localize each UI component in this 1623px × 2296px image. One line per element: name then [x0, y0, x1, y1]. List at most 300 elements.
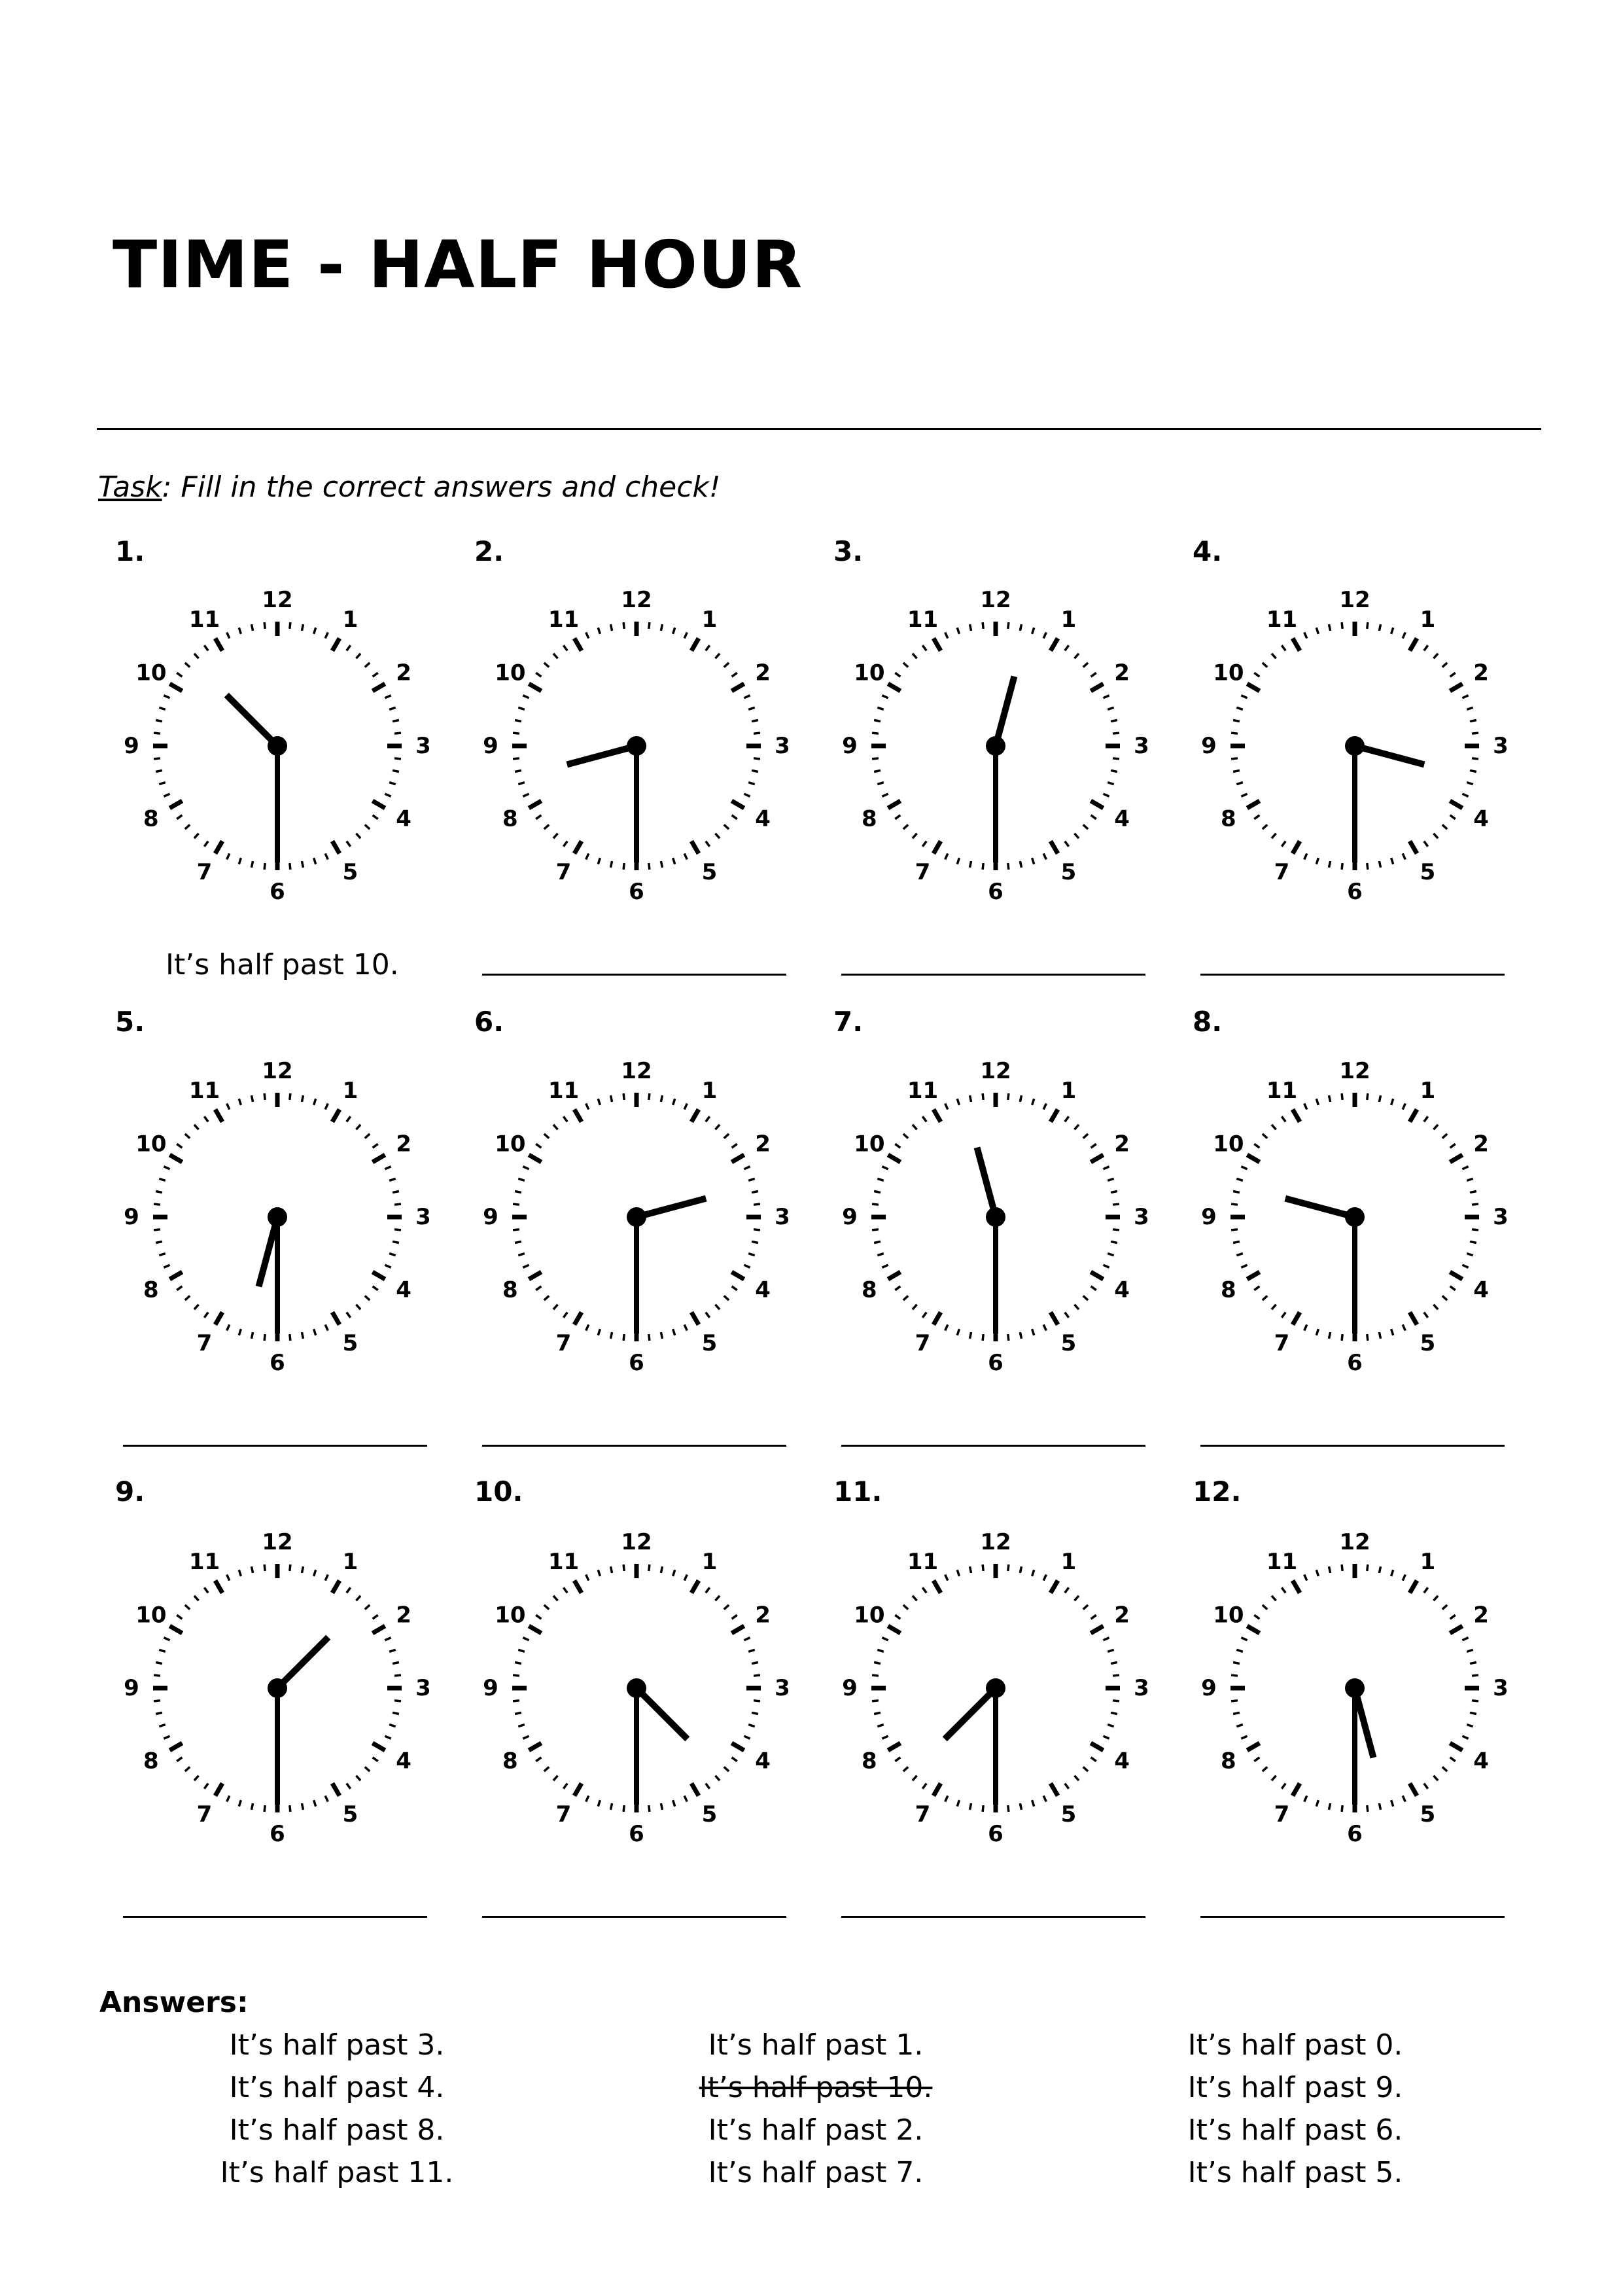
- answer-line[interactable]: [841, 1445, 1145, 1447]
- task-label: Task: [98, 470, 162, 504]
- minute-tick: [1462, 696, 1468, 698]
- hour-tick: [1091, 1743, 1103, 1750]
- minute-tick: [1254, 1757, 1259, 1761]
- minute-tick: [1391, 1329, 1393, 1335]
- minute-tick: [1282, 1587, 1285, 1593]
- minute-tick: [1442, 1767, 1447, 1771]
- minute-tick: [544, 1605, 549, 1610]
- minute-tick: [1233, 1241, 1240, 1243]
- minute-tick: [1467, 1254, 1473, 1256]
- clock-numeral: 8: [1221, 805, 1236, 832]
- clock-numeral: 6: [270, 1350, 285, 1376]
- clock-numeral: 2: [396, 1602, 411, 1629]
- minute-tick: [385, 1167, 391, 1169]
- minute-tick: [302, 1566, 303, 1573]
- minute-tick: [394, 758, 401, 759]
- hour-hand: [1285, 1199, 1355, 1217]
- minute-tick: [1065, 1116, 1069, 1122]
- minute-tick: [586, 1795, 589, 1801]
- hour-tick: [1293, 638, 1300, 650]
- minute-tick: [752, 770, 758, 771]
- minute-tick: [1433, 654, 1438, 658]
- minute-tick: [553, 1596, 558, 1600]
- clock-number-label: 9.: [115, 1475, 145, 1508]
- answers-heading: Answers:: [99, 1986, 249, 2019]
- clock-numeral: 6: [629, 1350, 644, 1376]
- minute-tick: [1008, 1093, 1009, 1100]
- clock-numeral: 2: [1473, 1602, 1489, 1629]
- clock-numeral: 4: [396, 805, 411, 832]
- minute-tick: [159, 1178, 166, 1180]
- clock-numeral: 3: [775, 733, 790, 759]
- hour-tick: [691, 841, 699, 853]
- minute-tick: [649, 863, 650, 870]
- minute-tick: [610, 1095, 612, 1102]
- answer-item: It’s half past 8.: [229, 2113, 445, 2147]
- clock-numeral: 8: [143, 805, 159, 832]
- minute-tick: [877, 707, 884, 709]
- minute-tick: [1254, 815, 1259, 819]
- clock-numeral: 2: [396, 660, 411, 686]
- minute-tick: [1329, 624, 1330, 631]
- hour-tick: [1410, 1312, 1417, 1324]
- minute-tick: [544, 663, 549, 667]
- minute-tick: [1263, 1767, 1267, 1771]
- minute-tick: [264, 1564, 265, 1571]
- minute-tick: [1367, 1805, 1368, 1812]
- minute-tick: [1391, 627, 1393, 634]
- answer-item: It’s half past 5.: [1187, 2156, 1403, 2189]
- minute-tick: [903, 824, 908, 829]
- minute-tick: [1103, 1167, 1109, 1169]
- minute-tick: [877, 783, 884, 785]
- answer-line[interactable]: [1200, 974, 1505, 976]
- minute-tick: [649, 1093, 650, 1100]
- hour-tick: [731, 801, 744, 808]
- minute-tick: [185, 663, 190, 667]
- minute-tick: [1108, 783, 1114, 785]
- minute-tick: [553, 834, 558, 838]
- minute-tick: [204, 1587, 208, 1593]
- clock-numeral: 12: [980, 587, 1011, 613]
- minute-tick: [239, 1800, 241, 1807]
- minute-tick: [159, 1650, 166, 1651]
- minute-tick: [513, 1204, 519, 1205]
- minute-tick: [882, 1638, 888, 1640]
- minute-tick: [744, 1638, 750, 1640]
- hour-tick: [934, 1109, 941, 1122]
- minute-tick: [156, 1191, 162, 1192]
- minute-tick: [882, 1265, 888, 1267]
- minute-tick: [877, 1725, 884, 1727]
- minute-tick: [251, 1095, 253, 1102]
- minute-tick: [389, 1650, 396, 1651]
- hour-tick: [1091, 801, 1103, 808]
- clock-numeral: 1: [1420, 1077, 1436, 1104]
- minute-tick: [1272, 1776, 1276, 1780]
- minute-tick: [356, 834, 360, 838]
- minute-tick: [515, 1191, 521, 1192]
- minute-tick: [1083, 663, 1088, 667]
- minute-tick: [325, 1795, 328, 1801]
- clock-numeral: 12: [1339, 1058, 1370, 1084]
- minute-tick: [715, 1125, 720, 1129]
- minute-tick: [877, 1650, 884, 1651]
- answer-column-1: [200, 2024, 474, 2194]
- clock-numeral: 5: [701, 1801, 718, 1828]
- minute-tick: [874, 770, 881, 771]
- clock-numeral: 1: [342, 1548, 358, 1575]
- minute-tick: [969, 1803, 971, 1810]
- clock-center-pin: [1345, 736, 1365, 756]
- minute-tick: [302, 624, 303, 631]
- minute-tick: [1008, 1805, 1009, 1812]
- minute-tick: [1316, 858, 1318, 864]
- minute-tick: [194, 654, 199, 658]
- minute-tick: [347, 1313, 351, 1318]
- clock-center-pin: [268, 736, 287, 756]
- clock-numeral: 3: [415, 733, 431, 759]
- minute-tick: [523, 1167, 529, 1169]
- minute-tick: [1074, 1305, 1079, 1309]
- clock-numeral: 4: [1473, 805, 1489, 832]
- minute-tick: [748, 1178, 755, 1180]
- minute-tick: [1433, 834, 1438, 838]
- minute-tick: [903, 1605, 908, 1610]
- clock-number-label: 4.: [1193, 535, 1223, 567]
- minute-tick: [706, 1587, 710, 1593]
- minute-tick: [1083, 1134, 1088, 1139]
- minute-tick: [1424, 1784, 1428, 1789]
- minute-tick: [877, 1178, 884, 1180]
- minute-tick: [922, 1116, 926, 1122]
- minute-tick: [518, 1254, 525, 1256]
- answer-item: It’s half past 6.: [1187, 2113, 1403, 2147]
- answer-line[interactable]: [123, 1916, 427, 1918]
- analog-clock: [483, 1505, 790, 1871]
- clock-numeral: 12: [621, 587, 652, 613]
- minute-tick: [1233, 1662, 1240, 1663]
- minute-tick: [177, 1286, 182, 1290]
- minute-tick: [1113, 1675, 1119, 1676]
- minute-tick: [715, 654, 720, 658]
- clock-numeral: 11: [548, 1077, 580, 1104]
- clock-numeral: 6: [270, 1821, 285, 1847]
- answer-item: It’s half past 9.: [1187, 2071, 1403, 2104]
- clock-numeral: 2: [755, 660, 771, 686]
- answer-line[interactable]: [123, 1445, 427, 1447]
- clock-numeral: 11: [188, 1077, 220, 1104]
- minute-tick: [1316, 1570, 1318, 1576]
- minute-tick: [177, 1615, 182, 1619]
- clock-numeral: 6: [1347, 879, 1363, 905]
- hour-tick: [934, 1312, 941, 1324]
- answer-line[interactable]: [482, 974, 786, 976]
- minute-tick: [872, 758, 879, 759]
- minute-tick: [515, 1712, 521, 1714]
- minute-tick: [553, 1776, 558, 1780]
- minute-tick: [563, 1587, 567, 1593]
- minute-tick: [365, 1767, 370, 1771]
- hour-tick: [1247, 1272, 1259, 1279]
- answer-item: It’s half past 0.: [1187, 2028, 1403, 2062]
- minute-tick: [314, 627, 316, 634]
- answer-line[interactable]: [841, 1916, 1145, 1918]
- analog-clock: [842, 1034, 1149, 1400]
- minute-tick: [347, 1784, 351, 1789]
- minute-tick: [347, 645, 351, 650]
- answer-line[interactable]: [482, 1445, 786, 1447]
- hour-tick: [691, 638, 699, 650]
- analog-clock: [483, 563, 790, 929]
- minute-tick: [515, 1241, 521, 1243]
- minute-tick: [1379, 624, 1380, 631]
- minute-tick: [373, 1757, 378, 1761]
- hour-hand: [637, 1688, 688, 1739]
- minute-tick: [523, 1638, 529, 1640]
- hour-hand: [1355, 746, 1424, 764]
- minute-tick: [724, 1134, 729, 1139]
- minute-tick: [1103, 1265, 1109, 1267]
- minute-tick: [1108, 707, 1114, 709]
- minute-tick: [1043, 632, 1046, 638]
- answer-line[interactable]: [841, 974, 1145, 976]
- minute-tick: [239, 858, 241, 864]
- hour-hand: [1355, 1688, 1373, 1757]
- minute-tick: [553, 1125, 558, 1129]
- minute-tick: [1108, 1650, 1114, 1651]
- hour-tick: [1293, 1580, 1300, 1593]
- hour-tick: [731, 1155, 744, 1162]
- hour-tick: [574, 1580, 582, 1593]
- minute-tick: [598, 1570, 600, 1576]
- minute-tick: [1442, 824, 1447, 829]
- clock-numeral: 7: [915, 1330, 931, 1357]
- answer-item: It’s half past 2.: [708, 2113, 924, 2147]
- task-text: : Fill in the correct answers and check!: [162, 470, 721, 504]
- minute-tick: [673, 858, 675, 864]
- minute-tick: [389, 783, 396, 785]
- minute-tick: [1282, 1116, 1285, 1122]
- answer-item: It’s half past 3.: [229, 2028, 445, 2062]
- hour-tick: [215, 1109, 222, 1122]
- minute-tick: [1108, 1725, 1114, 1727]
- minute-tick: [156, 1241, 162, 1243]
- hour-tick: [574, 1783, 582, 1795]
- clock-number-label: 10.: [474, 1475, 523, 1508]
- minute-tick: [536, 1286, 541, 1290]
- clock-center-pin: [986, 736, 1005, 756]
- minute-tick: [302, 1332, 303, 1339]
- minute-tick: [156, 720, 162, 721]
- minute-tick: [523, 1265, 529, 1267]
- minute-tick: [1091, 1757, 1096, 1761]
- minute-tick: [1008, 1334, 1009, 1341]
- hour-tick: [888, 1155, 900, 1162]
- minute-tick: [536, 1615, 541, 1619]
- minute-tick: [969, 1332, 971, 1339]
- minute-tick: [204, 841, 208, 847]
- analog-clock: [1201, 1505, 1509, 1871]
- answer-item: It’s half past 1.: [708, 2028, 924, 2062]
- minute-tick: [1470, 1241, 1476, 1243]
- minute-tick: [185, 1296, 190, 1300]
- clock-numeral: 6: [988, 1821, 1003, 1847]
- hour-tick: [372, 1272, 385, 1279]
- minute-tick: [1424, 1313, 1428, 1318]
- clock-numeral: 9: [124, 1675, 139, 1701]
- minute-tick: [1233, 1712, 1240, 1714]
- clock-numeral: 6: [988, 1350, 1003, 1376]
- clock-center-pin: [986, 1678, 1005, 1698]
- hour-tick: [691, 1783, 699, 1795]
- clock-numeral: 9: [124, 733, 139, 759]
- minute-tick: [610, 1332, 612, 1339]
- clock-numeral: 6: [988, 879, 1003, 905]
- minute-tick: [754, 1204, 760, 1205]
- minute-tick: [706, 1313, 710, 1318]
- minute-tick: [969, 861, 971, 868]
- minute-tick: [913, 1776, 917, 1780]
- minute-tick: [385, 696, 391, 698]
- hour-tick: [1051, 1109, 1058, 1122]
- minute-tick: [957, 1570, 959, 1576]
- minute-tick: [553, 654, 558, 658]
- minute-tick: [748, 1725, 755, 1727]
- clock-numeral: 2: [1114, 660, 1130, 686]
- minute-tick: [748, 1650, 755, 1651]
- minute-tick: [895, 673, 900, 677]
- hour-tick: [1051, 638, 1058, 650]
- hour-tick: [731, 1626, 744, 1633]
- minute-tick: [385, 1265, 391, 1267]
- minute-tick: [874, 1712, 881, 1714]
- minute-tick: [251, 1566, 253, 1573]
- minute-tick: [598, 1329, 600, 1335]
- clock-number-label: 1.: [115, 535, 145, 567]
- clock-numeral: 1: [1420, 606, 1436, 633]
- hour-tick: [215, 1580, 222, 1593]
- minute-tick: [752, 1662, 758, 1663]
- clock-number-label: 5.: [115, 1006, 145, 1038]
- minute-tick: [1442, 1296, 1447, 1300]
- minute-tick: [1470, 1712, 1476, 1714]
- minute-tick: [1074, 654, 1079, 658]
- clock-center-pin: [627, 1678, 646, 1698]
- minute-tick: [598, 1800, 600, 1807]
- clock-numeral: 7: [1274, 1330, 1290, 1357]
- hour-tick: [934, 841, 941, 853]
- hour-tick: [372, 1155, 385, 1162]
- minute-tick: [1083, 1605, 1088, 1610]
- minute-tick: [1272, 1125, 1276, 1129]
- clock-numeral: 9: [483, 1204, 498, 1230]
- minute-tick: [204, 1116, 208, 1122]
- clock-numeral: 9: [842, 1204, 858, 1230]
- clock-numeral: 9: [1201, 733, 1217, 759]
- clock-numeral: 4: [1473, 1748, 1489, 1775]
- minute-tick: [314, 858, 316, 864]
- minute-tick: [649, 1564, 650, 1571]
- minute-tick: [1091, 815, 1096, 819]
- title-divider: [97, 428, 1541, 430]
- minute-tick: [393, 1662, 399, 1663]
- clock-numeral: 10: [135, 660, 167, 686]
- hour-tick: [215, 841, 222, 853]
- minute-tick: [373, 1144, 378, 1148]
- hour-hand: [277, 1637, 328, 1688]
- answer-line[interactable]: [1200, 1916, 1505, 1918]
- minute-tick: [1263, 1605, 1267, 1610]
- hour-tick: [731, 1743, 744, 1750]
- minute-tick: [227, 853, 230, 859]
- answer-line[interactable]: [1200, 1445, 1505, 1447]
- minute-tick: [715, 1596, 720, 1600]
- hour-tick: [372, 1626, 385, 1633]
- clock-numeral: 6: [1347, 1821, 1363, 1847]
- hour-tick: [372, 801, 385, 808]
- minute-tick: [1316, 1329, 1318, 1335]
- hour-hand: [637, 1199, 706, 1217]
- clock-numeral: 1: [1060, 606, 1077, 633]
- minute-tick: [957, 1800, 959, 1807]
- minute-tick: [393, 770, 399, 771]
- minute-tick: [515, 770, 521, 771]
- clock-numeral: 7: [196, 1330, 213, 1357]
- minute-tick: [1304, 1103, 1307, 1109]
- minute-tick: [623, 1805, 624, 1812]
- clock-center-pin: [268, 1678, 287, 1698]
- minute-tick: [1391, 1800, 1393, 1807]
- minute-tick: [1008, 622, 1009, 629]
- minute-tick: [1074, 834, 1079, 838]
- minute-tick: [164, 794, 169, 796]
- hour-tick: [529, 801, 541, 808]
- minute-tick: [1403, 1103, 1405, 1109]
- minute-tick: [553, 1305, 558, 1309]
- minute-tick: [957, 858, 959, 864]
- minute-tick: [1450, 1144, 1456, 1148]
- minute-tick: [1472, 758, 1478, 759]
- minute-tick: [661, 1803, 662, 1810]
- minute-tick: [515, 1662, 521, 1663]
- minute-tick: [513, 1229, 519, 1230]
- clock-numeral: 3: [775, 1675, 790, 1701]
- minute-tick: [598, 858, 600, 864]
- clock-numeral: 10: [854, 1602, 885, 1629]
- minute-tick: [513, 758, 519, 759]
- minute-tick: [264, 622, 265, 629]
- minute-tick: [1391, 858, 1393, 864]
- hour-tick: [1450, 684, 1462, 691]
- answer-item: It’s half past 7.: [708, 2156, 924, 2189]
- minute-tick: [1467, 1725, 1473, 1727]
- minute-tick: [1282, 645, 1285, 650]
- minute-tick: [1113, 758, 1119, 759]
- minute-tick: [623, 1093, 624, 1100]
- minute-tick: [394, 1204, 401, 1205]
- minute-tick: [1236, 1178, 1243, 1180]
- minute-tick: [1108, 1178, 1114, 1180]
- minute-tick: [903, 1296, 908, 1300]
- minute-tick: [1091, 1286, 1096, 1290]
- clock-numeral: 12: [980, 1058, 1011, 1084]
- minute-tick: [373, 815, 378, 819]
- answer-line[interactable]: [482, 1916, 786, 1918]
- minute-tick: [1043, 853, 1046, 859]
- minute-tick: [1231, 1229, 1238, 1230]
- minute-tick: [610, 1803, 612, 1810]
